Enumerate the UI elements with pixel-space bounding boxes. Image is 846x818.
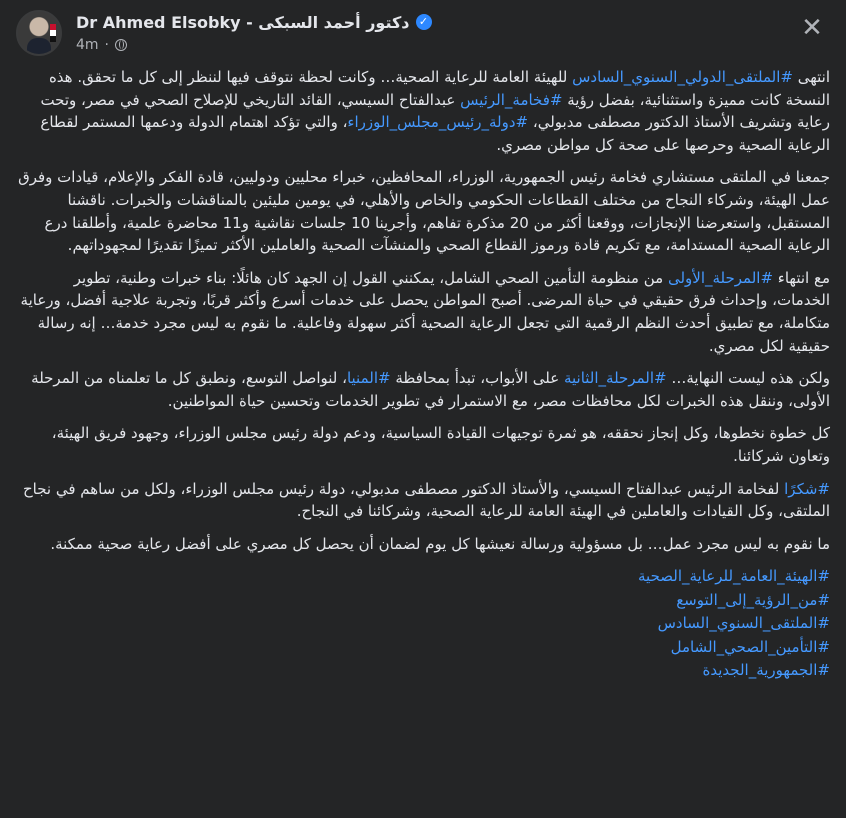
close-button[interactable]: ✕: [801, 13, 823, 43]
post-paragraph: [18, 478, 830, 523]
post-paragraph: [18, 367, 830, 412]
meta-separator: ·: [104, 37, 109, 53]
hashtag-link[interactable]: #التأمين_الصحي_الشامل: [670, 637, 830, 656]
flag-icon: [50, 24, 56, 42]
author-row: [76, 10, 432, 34]
hashtag-line: [18, 659, 830, 683]
post-paragraph: [18, 422, 830, 467]
paragraph-text: ولكن هذه ليست النهاية…: [666, 369, 830, 388]
author-name[interactable]: Dr Ahmed Elsobky - دكتور أحمد السبكى: [76, 12, 410, 32]
paragraph-text: ، والتي تؤكد اهتمام الدولة ودعمها المستمر لقطاع الرعاية الصحية وحرصها على صحة كل مواطن مصري.: [40, 113, 830, 154]
hashtag-link[interactable]: #فخامة_الرئيس: [460, 90, 563, 109]
hashtag-line: [18, 589, 830, 613]
post-paragraph: [18, 533, 830, 556]
hashtag-line: [18, 612, 830, 636]
paragraph-text: جمعنا في الملتقى مستشاري فخامة رئيس الجمهورية، الوزراء، المحافظين، خبراء محليين ودوليين، قادة الفكر والإعلام، قيادات وفرق عمل الهيئة، وشركاء النجاح من مختلف القطاعات الحكومي والخاص والأهلي، في يومين مليئين بالمناقشات والخبرات. ناقشنا المستقبل، واستعرضنا الإنجازات، ووقعنا أكثر من 20 مذكرة تفاهم، وأجرينا 10 جلسات نقاشية و11 محاضرة علمية، وأطلقنا درع الرعاية الصحية المستدامة، مع تكريم قادة ورموز القطاع الصحي والمنشآت الصحية والعاملين الأكثر تميزًا تقديرًا لمجهوداتهم.: [18, 168, 830, 255]
hashtag-link[interactable]: #المرحلة_الأولى: [667, 268, 774, 287]
post-body: [18, 66, 830, 683]
post-paragraph: [18, 166, 830, 256]
paragraph-text: عبدالفتاح السيسي، القائد التاريخي للإصلاح الصحي في مصر، وتحت رعاية وتشريف الأستاذ الدكتور مصطفى مدبولي،: [40, 90, 830, 132]
hashtag-link[interactable]: #شكرًا: [784, 479, 830, 498]
post-paragraph: [18, 267, 830, 357]
hashtag-link[interactable]: #المرحلة_الثانية: [563, 369, 667, 388]
paragraph-text: ما نقوم به ليس مجرد عمل… بل مسؤولية ورسالة نعيشها كل يوم لضمان أن يحصل كل مصري على أفضل رعاية صحية ممكنة.: [50, 534, 830, 553]
hashtag-link[interactable]: #دولة_رئيس_مجلس_الوزراء: [347, 113, 529, 132]
paragraph-text: للهيئة العامة للرعاية الصحية… وكانت لحظة نتوقف فيها لننظر إلى كل ما تحقق. هذه النسخة كانت مميزة واستثنائية، بفضل رؤية: [48, 68, 830, 109]
hashtag-link[interactable]: #من_الرؤية_إلى_التوسع: [676, 590, 830, 609]
avatar[interactable]: [16, 10, 62, 56]
hashtag-link[interactable]: #الهيئة_العامة_للرعاية_الصحية: [638, 567, 830, 586]
paragraph-text: لفخامة الرئيس عبدالفتاح السيسي، والأستاذ الدكتور مصطفى مدبولي، دولة رئيس مجلس الوزراء، ولكل من ساهم في نجاح الملتقى، وكل القيادات والعاملين في الهيئة العامة للرعاية الصحية، وشركائنا في النجاح.: [22, 479, 830, 521]
post-paragraph: [18, 66, 830, 156]
hashtag-link[interactable]: #المنيا: [346, 369, 391, 388]
paragraph-text: انتهى: [792, 68, 830, 86]
paragraph-text: من منظومة التأمين الصحي الشامل، يمكنني القول إن الجهد كان هائلًا: بناء خبرات وطنية، تطوير الخدمات، وإحداث فرق حقيقي في حياة المرضى. أصبح المواطن يحصل على خدمات أسرع وأكثر قربًا، وتجربة علاجية أفضل، ورعاية متكاملة، مع تطبيق أحدث النظم الرقمية التي تجعل الرعاية الصحية أكثر سهولة وفاعلية. ما نقوم به ليس مجرد خدمة… إنه رسالة حقيقية لكل مصري.: [20, 268, 830, 355]
paragraph-text: على الأبواب، تبدأ بمحافظة: [390, 369, 564, 388]
paragraph-text: كل خطوة نخطوها، وكل إنجاز نحققه، هو ثمرة توجيهات القيادة السياسية، ودعم دولة رئيس مجلس الوزراء، وجهود فريق الهيئة، وتعاون شركائنا.: [51, 424, 830, 465]
post-timestamp[interactable]: 4m: [76, 37, 99, 53]
hashtag-line: [18, 565, 830, 589]
hashtag-list: [18, 565, 830, 683]
hashtag-link[interactable]: #الملتقى_السنوي_السادس: [657, 614, 830, 633]
paragraph-text: مع انتهاء: [773, 268, 830, 287]
post-meta: [76, 37, 127, 53]
globe-icon[interactable]: [115, 39, 127, 51]
avatar-suit: [27, 38, 51, 56]
paragraph-text: ، لنواصل التوسع، ونطبق كل ما تعلمناه من المرحلة الأولى، وننقل هذه الخبرات لكل محافظات مصر، مع الاستمرار في تطوير الخدمات وتحسين حياة المواطنين.: [31, 369, 830, 410]
post-header: [16, 10, 830, 60]
hashtag-link[interactable]: #الملتقى_الدولي_السنوي_السادس: [572, 68, 793, 86]
hashtag-link[interactable]: #الجمهورية_الجديدة: [702, 661, 830, 680]
verified-badge-icon: ✓: [416, 14, 432, 30]
hashtag-line: [18, 636, 830, 660]
